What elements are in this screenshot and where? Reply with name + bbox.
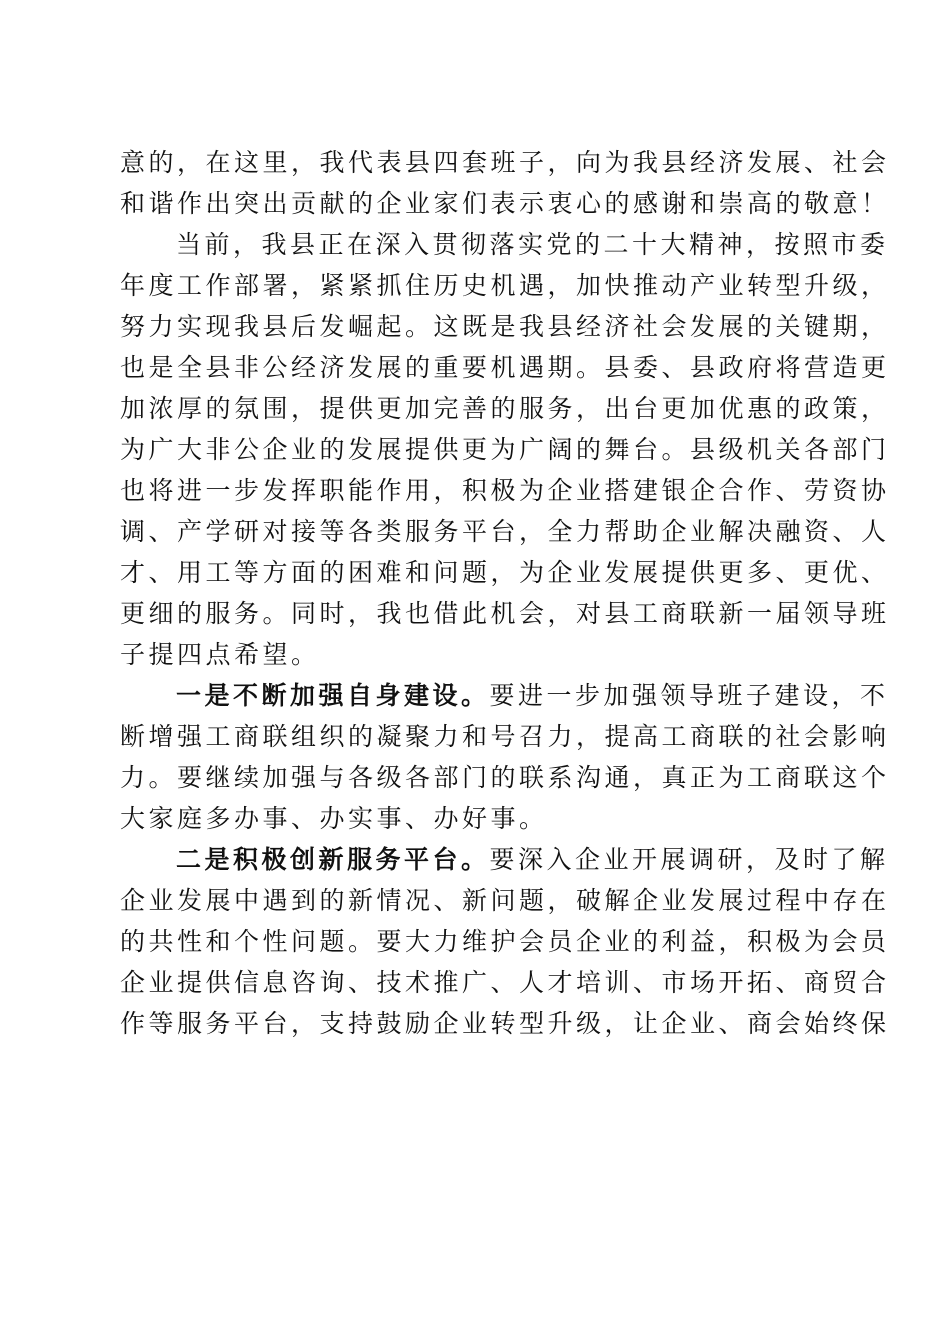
line-text: 企业发展中遇到的新情况、新问题，破解企业发展过程中存在 [120,886,890,915]
point-heading: 二是积极创新服务平台。 [176,845,490,874]
line-text: 年度工作部署，紧紧抓住历史机遇，加快推动产业转型升级， [120,271,890,300]
line-text: 努力实现我县后发崛起。这既是我县经济社会发展的关键期， [120,312,890,341]
text-line [120,962,890,1003]
line-text: 为广大非公企业的发展提供更为广阔的舞台。县级机关各部门 [120,435,890,464]
text-line [120,470,890,511]
point-heading: 一是不断加强自身建设。 [176,681,490,710]
text-line [120,634,831,675]
line-text: 意的，在这里，我代表县四套班子，向为我县经济发展、社会 [120,148,890,177]
document-body [120,142,890,1044]
line-text: 调、产学研对接等各类服务平台，全力帮助企业解决融资、人 [120,517,890,546]
text-line [120,429,890,470]
text-line [120,142,890,183]
paragraph-start-line [120,224,889,265]
line-text: 加浓厚的氛围，提供更加完善的服务，出台更加优惠的政策， [120,394,890,423]
text-line [120,347,890,388]
text-line [120,716,890,757]
text-line [120,593,890,634]
text-line [120,757,890,798]
line-text: 大家庭多办事、办实事、办好事。 [120,804,548,833]
text-line [120,798,831,839]
line-text: 更细的服务。同时，我也借此机会，对县工商联新一届领导班 [120,599,890,628]
line-text: 力。要继续加强与各级各部门的联系沟通，真正为工商联这个 [120,763,890,792]
text-line [120,388,890,429]
text-line [120,921,890,962]
line-text: 和谐作出突出贡献的企业家们表示衷心的感谢和崇高的敬意！ [120,189,890,218]
line-text: 也是全县非公经济发展的重要机遇期。县委、县政府将营造更 [120,353,890,382]
text-line [120,265,890,306]
line-text: 的共性和个性问题。要大力维护会员企业的利益，积极为会员 [120,927,890,956]
line-text: 要进一步加强领导班子建设，不 [489,681,889,710]
line-text: 也将进一步发挥职能作用，积极为企业搭建银企合作、劳资协 [120,476,890,505]
line-text: 企业提供信息咨询、技术推广、人才培训、市场开拓、商贸合 [120,968,890,997]
line-text: 子提四点希望。 [120,640,320,669]
paragraph-start-line [120,839,889,880]
line-text: 断增强工商联组织的凝聚力和号召力，提高工商联的社会影响 [120,722,890,751]
text-line [120,1003,890,1044]
line-text: 才、用工等方面的困难和问题，为企业发展提供更多、更优、 [120,558,890,587]
text-line [120,183,890,224]
text-line [120,552,890,593]
line-text: 当前，我县正在深入贯彻落实党的二十大精神，按照市委 [176,230,889,259]
text-line [120,511,890,552]
text-line [120,306,890,347]
line-text: 作等服务平台，支持鼓励企业转型升级，让企业、商会始终保 [120,1009,890,1038]
line-text: 要深入企业开展调研，及时了解 [489,845,889,874]
text-line [120,880,890,921]
paragraph-start-line [120,675,889,716]
